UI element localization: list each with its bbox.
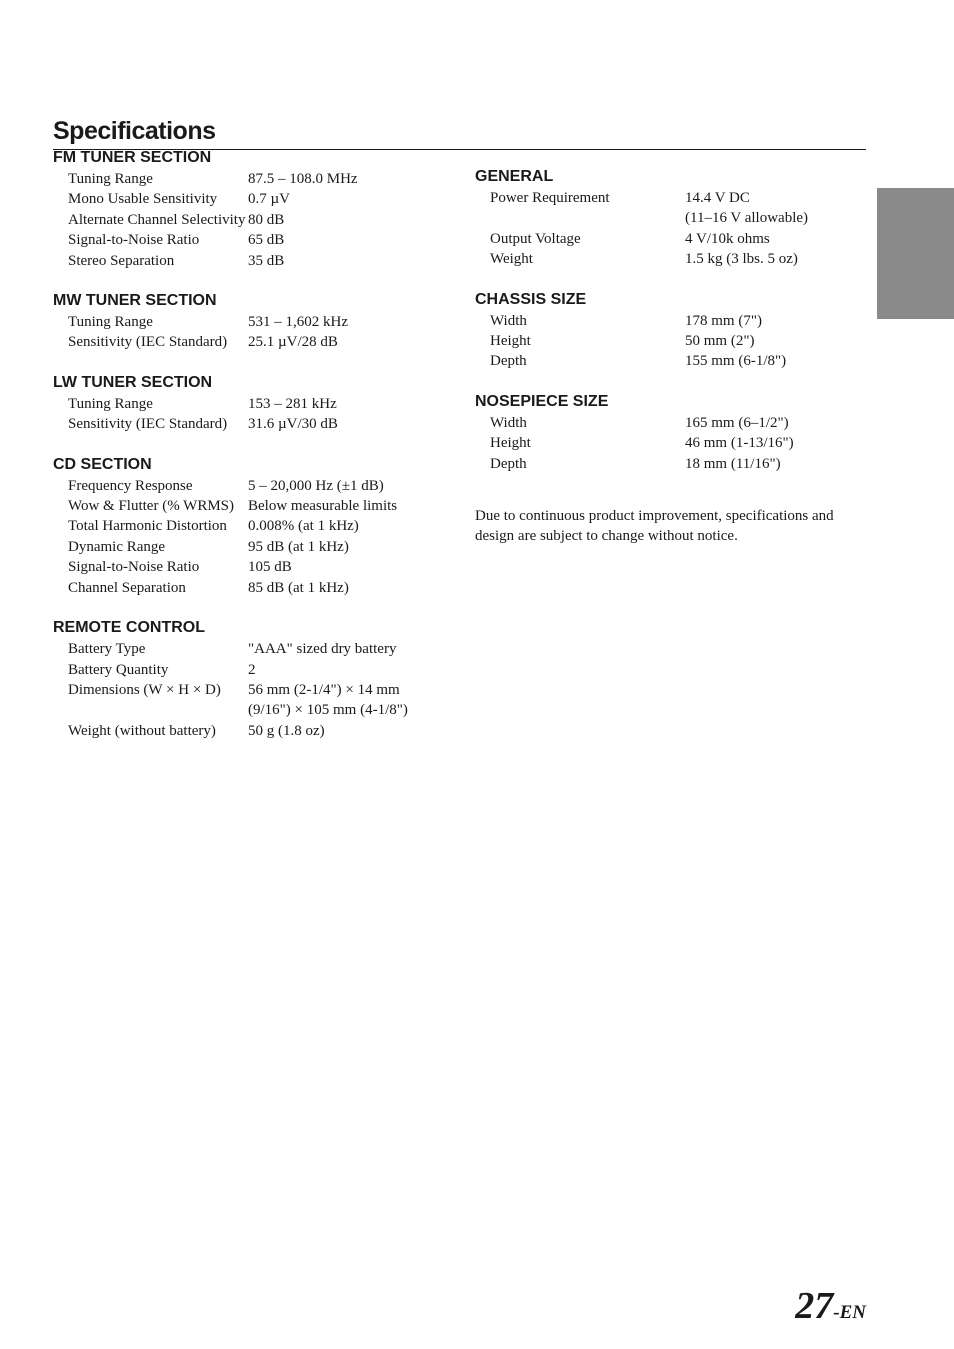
right-column <box>475 167 865 562</box>
spec-row <box>475 249 865 269</box>
section-title: FM TUNER SECTION <box>53 149 212 166</box>
spec-label: Height <box>490 333 531 350</box>
section-fm-tuner <box>53 148 453 271</box>
section-title: MW TUNER SECTION <box>53 292 217 310</box>
spec-value: 5 – 20,000 Hz (±1 dB) <box>248 477 384 494</box>
spec-label: Width <box>490 312 527 329</box>
spec-value: 105 dB <box>248 559 292 576</box>
section-title: LW TUNER SECTION <box>53 373 213 391</box>
spec-row <box>475 413 865 433</box>
page-number <box>795 1284 866 1328</box>
section-title: NOSEPIECE SIZE <box>475 392 609 410</box>
spec-label: Signal-to-Noise Ratio <box>68 232 200 249</box>
spec-row <box>53 639 453 659</box>
spec-row <box>53 537 453 557</box>
spec-value: 165 mm (6–1/2") <box>685 414 789 431</box>
spec-value: 4 V/10k ohms <box>685 230 770 247</box>
spec-value: 25.1 µV/28 dB <box>248 334 338 351</box>
spec-row <box>53 332 453 352</box>
spec-label: Depth <box>490 353 527 370</box>
spec-value: 31.6 µV/30 dB <box>248 416 338 433</box>
spec-value: 56 mm (2-1/4") × 14 mm (9/16") × 105 mm (4-1/8") <box>248 681 408 719</box>
spec-value: 0.7 µV <box>248 191 290 208</box>
spec-row <box>53 251 453 271</box>
spec-label: Width <box>490 414 527 431</box>
spec-row <box>53 414 453 434</box>
spec-label: Sensitivity (IEC Standard) <box>68 334 228 351</box>
spec-row <box>53 210 453 230</box>
section-nosepiece-size <box>475 392 865 474</box>
spec-value: 1.5 kg (3 lbs. 5 oz) <box>685 251 798 268</box>
section-title: CHASSIS SIZE <box>475 290 587 308</box>
spec-row <box>475 331 865 351</box>
spec-label: Mono Usable Sensitivity <box>68 191 218 208</box>
spec-label: Weight <box>490 251 533 268</box>
spec-value: 87.5 – 108.0 MHz <box>248 171 358 187</box>
spec-row <box>53 230 453 250</box>
section-cd <box>53 455 453 598</box>
section-remote-control <box>53 618 453 741</box>
spec-row <box>475 311 865 331</box>
spec-value: 0.008% (at 1 kHz) <box>248 518 359 535</box>
spec-row <box>53 476 453 496</box>
spec-value: 85 dB (at 1 kHz) <box>248 579 349 596</box>
spec-value: 80 dB <box>248 211 285 228</box>
spec-label: Tuning Range <box>68 314 153 331</box>
spec-label: Depth <box>490 455 527 472</box>
section-chassis-size <box>475 290 865 372</box>
spec-row <box>53 680 453 721</box>
spec-row <box>53 721 453 741</box>
spec-value: 50 g (1.8 oz) <box>248 722 325 739</box>
spec-label: Tuning Range <box>68 171 153 187</box>
section-title: CD SECTION <box>53 455 152 473</box>
spec-value: Below measurable limits <box>248 498 398 515</box>
spec-value: 2 <box>248 661 256 678</box>
spec-label: Alternate Channel Selectivity <box>68 211 246 228</box>
spec-label: Channel Separation <box>68 579 186 596</box>
spec-label: Total Harmonic Distortion <box>68 518 227 535</box>
left-column <box>53 148 453 761</box>
spec-row <box>475 454 865 474</box>
spec-value: 155 mm (6-1/8") <box>685 353 787 370</box>
spec-label: Output Voltage <box>490 230 581 247</box>
spec-value: 46 mm (1-13/16") <box>685 435 794 452</box>
spec-value: 178 mm (7") <box>685 312 762 329</box>
side-tab-marker <box>877 188 954 319</box>
spec-value: 531 – 1,602 kHz <box>248 314 348 331</box>
spec-label: Wow & Flutter (% WRMS) <box>68 498 235 515</box>
spec-row <box>475 229 865 249</box>
spec-row <box>53 578 453 598</box>
spec-value: "AAA" sized dry battery <box>248 641 397 658</box>
spec-row <box>475 188 865 229</box>
spec-value: 65 dB <box>248 232 285 249</box>
spec-label: Dynamic Range <box>68 538 166 555</box>
spec-label: Tuning Range <box>68 395 153 412</box>
spec-value: 153 – 281 kHz <box>248 395 337 412</box>
spec-row <box>53 312 453 332</box>
spec-label: Battery Quantity <box>68 661 169 678</box>
spec-row <box>53 557 453 577</box>
spec-value: 35 dB <box>248 252 285 269</box>
spec-label: Dimensions (W × H × D) <box>68 681 221 698</box>
page-title: Specifications <box>53 115 866 150</box>
spec-value: 50 mm (2") <box>685 333 755 350</box>
spec-row <box>53 189 453 209</box>
spec-label: Sensitivity (IEC Standard) <box>68 416 228 433</box>
disclaimer-note: Due to continuous product improvement, specifications and design are subject to change without notice. <box>475 508 834 545</box>
spec-row <box>53 496 453 516</box>
spec-row <box>53 169 453 189</box>
spec-row <box>53 394 453 414</box>
section-title: REMOTE CONTROL <box>53 619 205 637</box>
section-title: GENERAL <box>475 168 554 185</box>
spec-row <box>53 660 453 680</box>
spec-label: Power Requirement <box>490 190 610 206</box>
section-general <box>475 167 865 270</box>
spec-label: Signal-to-Noise Ratio <box>68 559 200 576</box>
spec-label: Frequency Response <box>68 477 193 494</box>
spec-label: Height <box>490 435 531 452</box>
spec-row <box>475 351 865 371</box>
section-mw-tuner <box>53 291 453 353</box>
spec-row <box>53 516 453 536</box>
page-number-suffix: -EN <box>833 1302 866 1323</box>
spec-value: 14.4 V DC (11–16 V allowable) <box>685 190 809 227</box>
spec-value: 95 dB (at 1 kHz) <box>248 538 349 555</box>
spec-label: Stereo Separation <box>68 252 175 269</box>
page-number-value: 27 <box>795 1285 834 1327</box>
spec-label: Battery Type <box>68 641 146 658</box>
spec-value: 18 mm (11/16") <box>685 455 781 472</box>
section-lw-tuner <box>53 373 453 435</box>
spec-row <box>475 433 865 453</box>
spec-label: Weight (without battery) <box>68 722 216 739</box>
